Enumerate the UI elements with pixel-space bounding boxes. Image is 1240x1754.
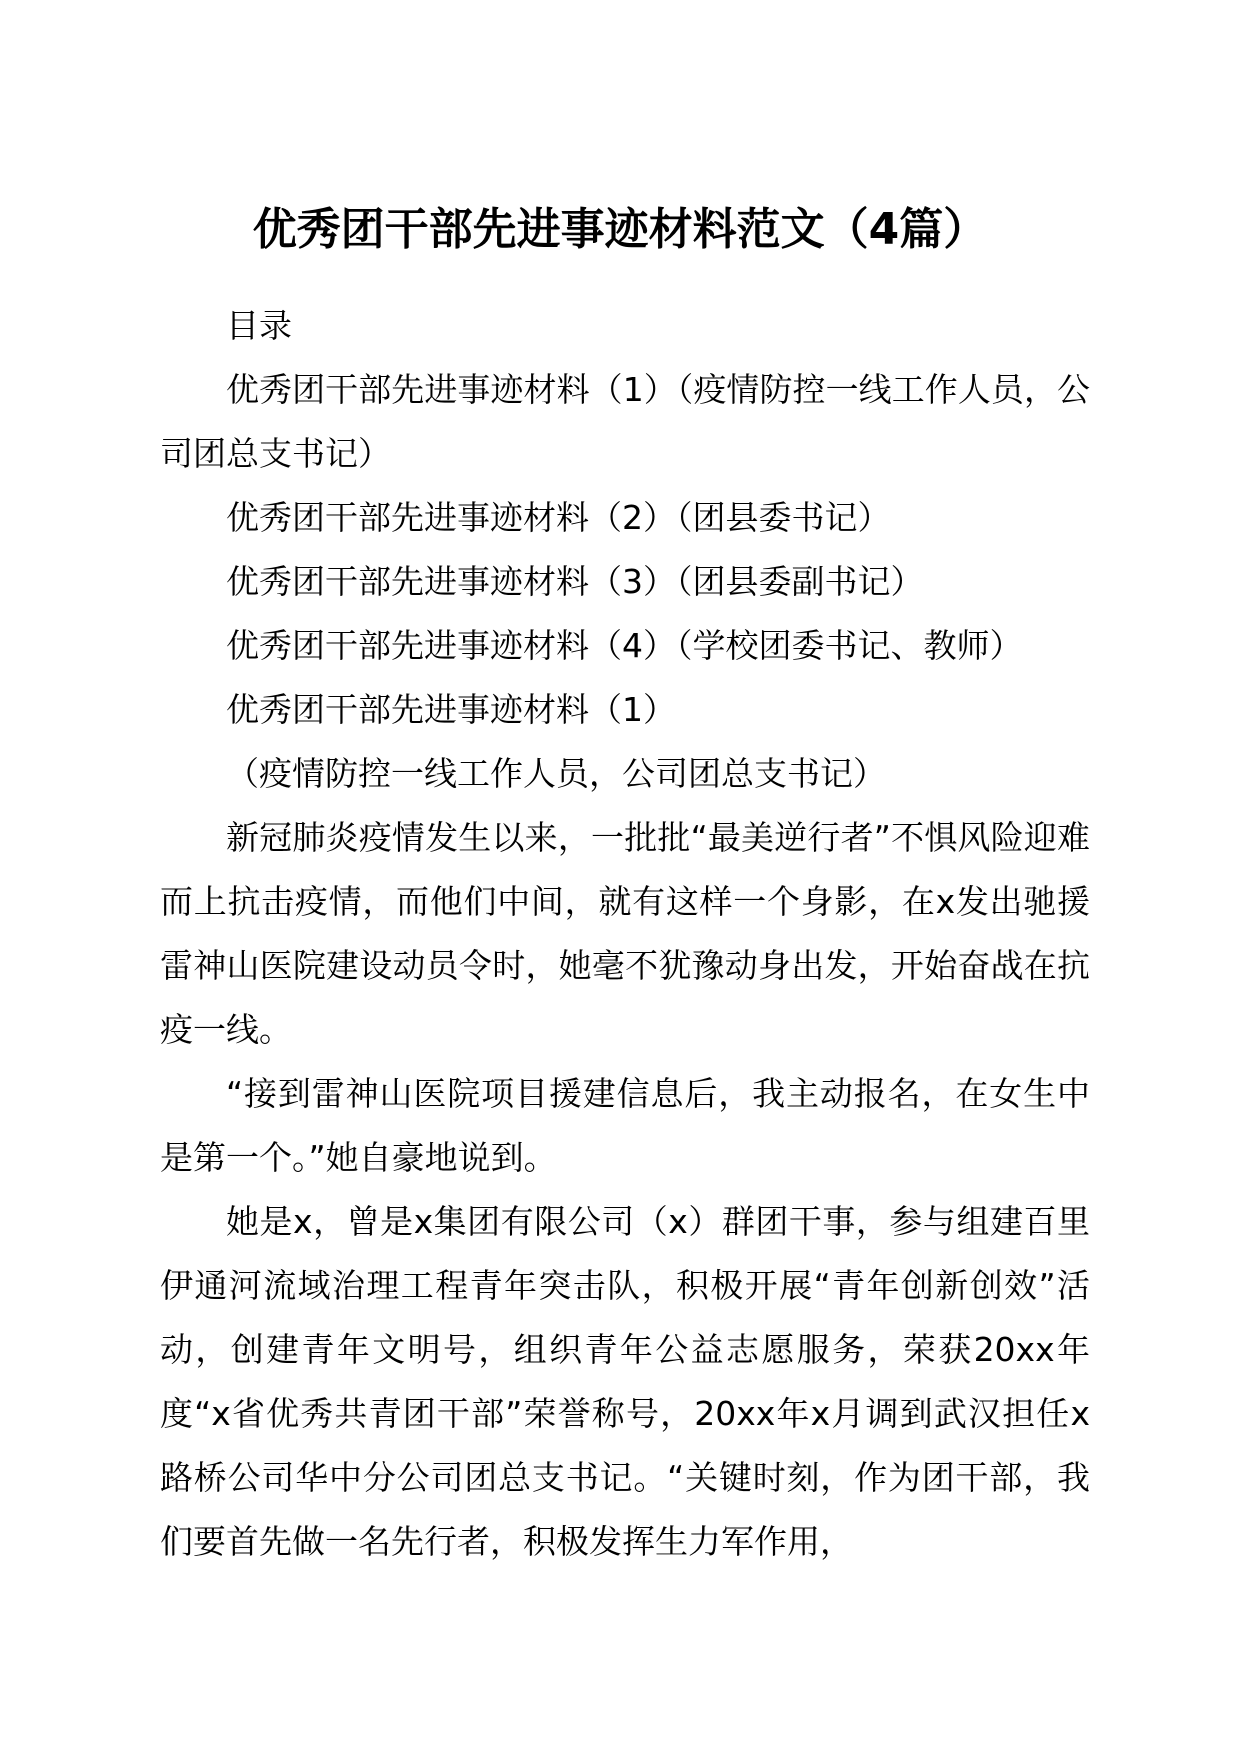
paragraph: 她是x，曾是x集团有限公司（x）群团干事，参与组建百里伊通河流域治理工程青年突击队，积极开展“青年创新创效”活动，创建青年文明号，组织青年公益志愿服务，荣获20xx年度“x省优秀共青团干部”荣誉称号，20xx年x月调到武汉担任x路桥公司华中分公司团总支书记。“关键时刻，作为团干部，我们要首先做一名先行者，积极发挥生力军作用， xyxy=(160,1202,1090,1561)
paragraph: “接到雷神山医院项目援建信息后，我主动报名，在女生中是第一个。”她自豪地说到。 xyxy=(160,1074,1090,1177)
toc-item-1: 优秀团干部先进事迹材料（1）（疫情防控一线工作人员，公司团总支书记） xyxy=(160,370,1090,473)
toc-item-4: 优秀团干部先进事迹材料（4）（学校团委书记、教师） xyxy=(226,626,1023,665)
toc-item-3: 优秀团干部先进事迹材料（3）（团县委副书记） xyxy=(226,562,924,601)
paragraph: 新冠肺炎疫情发生以来，一批批“最美逆行者”不惧风险迎难而上抗击疫情，而他们中间，就有这样一个身影，在x发出驰援雷神山医院建设动员令时，她毫不犹豫动身出发，开始奋战在抗疫一线。 xyxy=(160,818,1090,1049)
toc-item-2: 优秀团干部先进事迹材料（2）（团县委书记） xyxy=(226,498,891,537)
document-title: 优秀团干部先进事迹材料范文（4篇） xyxy=(252,204,988,255)
section-heading: 优秀团干部先进事迹材料（1） xyxy=(226,690,676,729)
toc-heading: 目录 xyxy=(226,306,292,345)
document-body xyxy=(160,294,1090,1574)
section-subtitle: （疫情防控一线工作人员，公司团总支书记） xyxy=(226,754,886,793)
